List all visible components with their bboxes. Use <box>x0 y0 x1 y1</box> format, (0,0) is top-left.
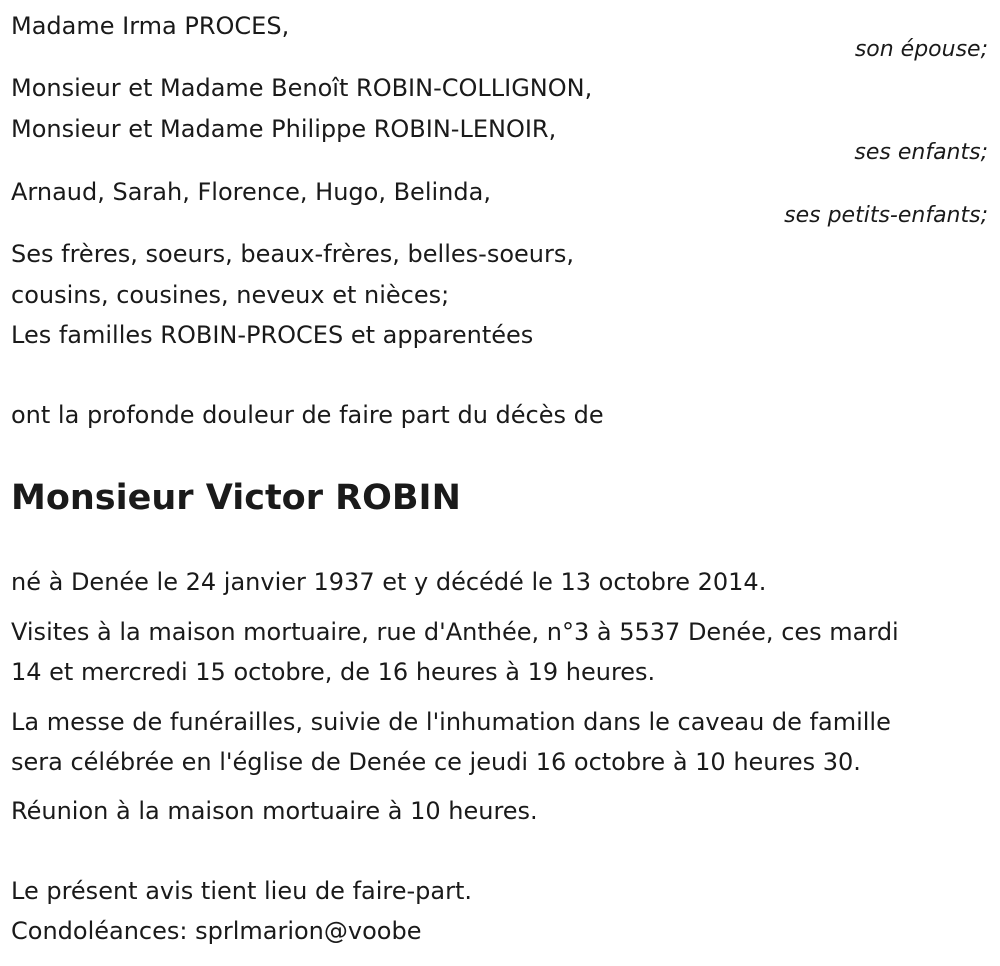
funeral-line-1: La messe de funérailles, suivie de l'inhumation dans le caveau de famille <box>11 708 891 736</box>
condolences-line: Condoléances: sprlmarion@voobe <box>11 917 422 945</box>
deceased-name: Monsieur Victor ROBIN <box>11 478 461 518</box>
visits-line-1: Visites à la maison mortuaire, rue d'Anthée, n°3 à 5537 Denée, ces mardi <box>11 618 899 646</box>
grandchildren-names: Arnaud, Sarah, Florence, Hugo, Belinda, <box>11 178 491 206</box>
child-line-1: Monsieur et Madame Benoît ROBIN-COLLIGNON, <box>11 74 593 102</box>
spouse-role: son épouse; <box>854 37 988 62</box>
relatives-line-1: Ses frères, soeurs, beaux-frères, belles-soeurs, <box>11 240 574 268</box>
child-line-2: Monsieur et Madame Philippe ROBIN-LENOIR, <box>11 115 557 143</box>
reunion-line: Réunion à la maison mortuaire à 10 heures. <box>11 797 538 825</box>
funeral-line-2: sera célébrée en l'église de Denée ce jeudi 16 octobre à 10 heures 30. <box>11 748 861 776</box>
birth-death-line: né à Denée le 24 janvier 1937 et y décédé le 13 octobre 2014. <box>11 568 767 596</box>
relatives-line-2: cousins, cousines, neveux et nièces; <box>11 281 450 309</box>
notice-line: Le présent avis tient lieu de faire-part. <box>11 877 473 905</box>
announcement-text: ont la profonde douleur de faire part du décès de <box>11 401 604 429</box>
children-role: ses enfants; <box>854 140 988 165</box>
visits-line-2: 14 et mercredi 15 octobre, de 16 heures à 19 heures. <box>11 658 656 686</box>
grandchildren-role: ses petits-enfants; <box>784 203 988 228</box>
spouse-name: Madame Irma PROCES, <box>11 12 290 40</box>
relatives-line-3: Les familles ROBIN-PROCES et apparentées <box>11 321 534 349</box>
